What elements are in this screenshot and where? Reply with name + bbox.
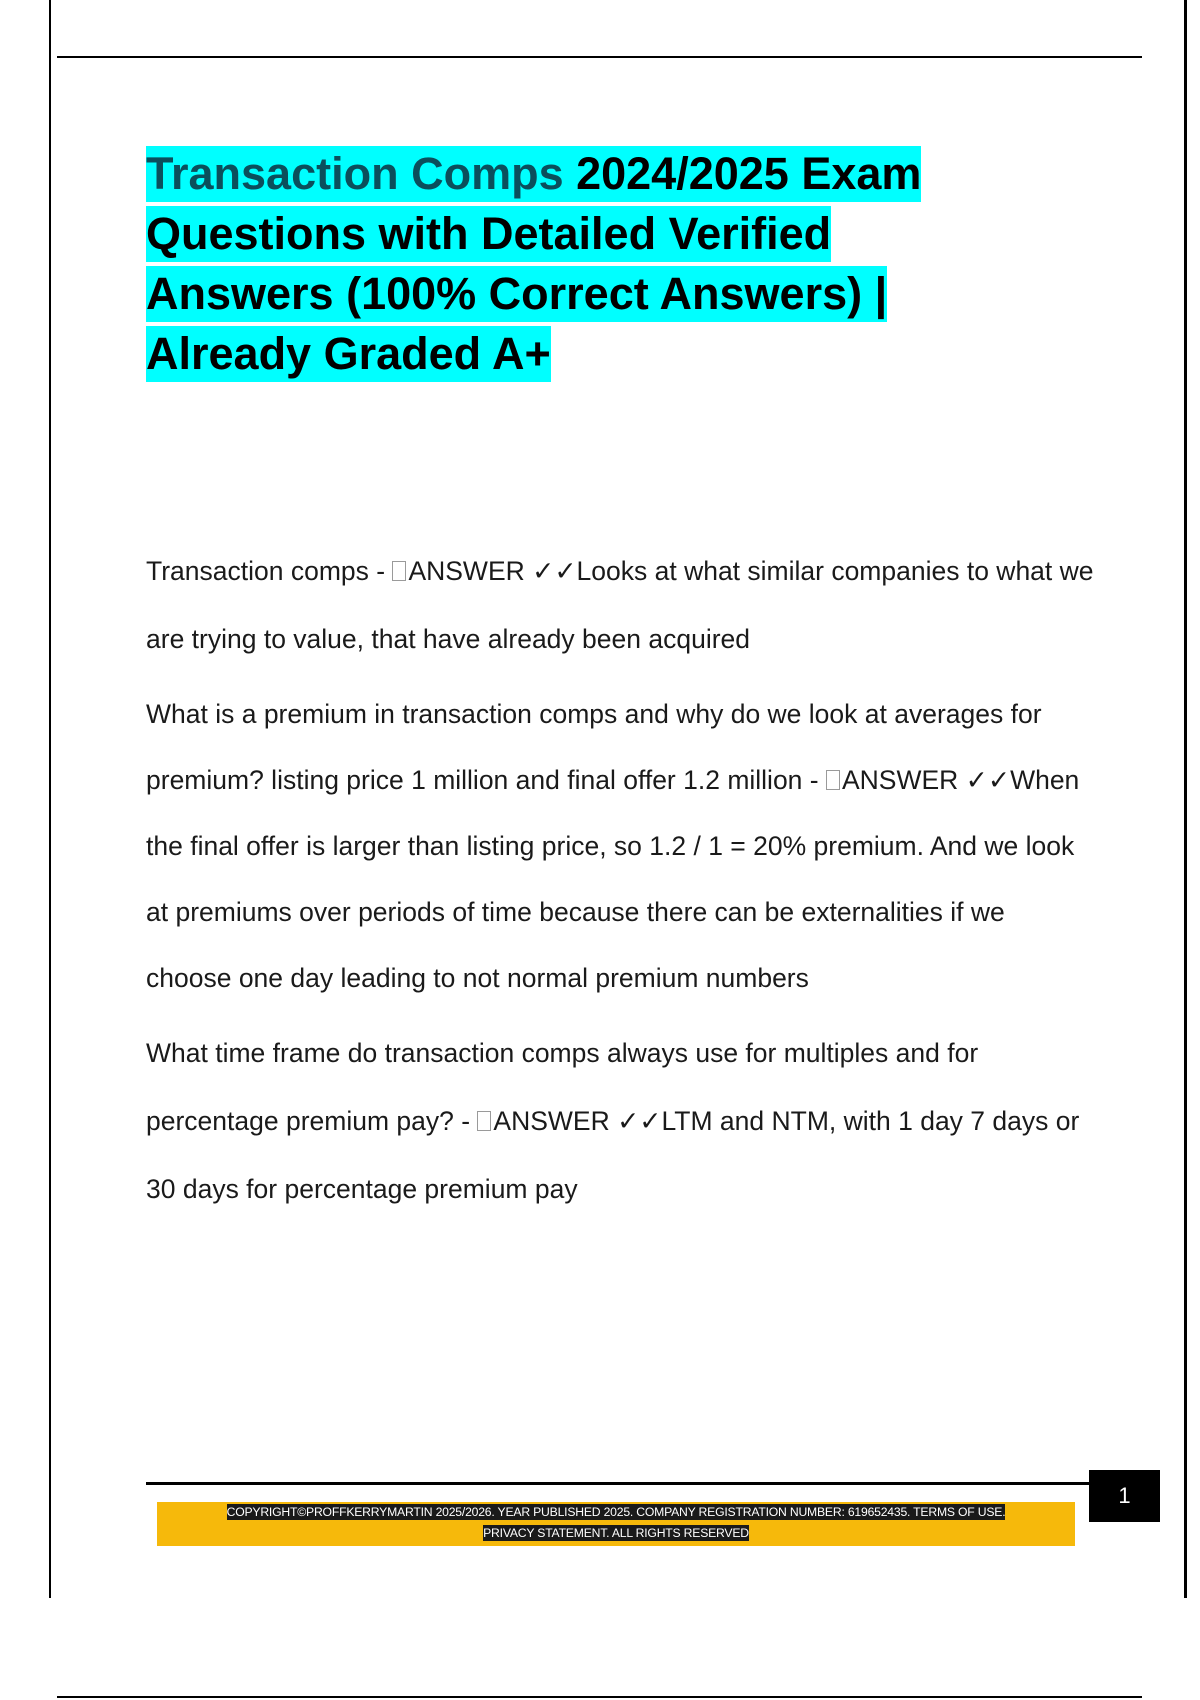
question-text: Transaction comps - [146,556,393,586]
header-rule [57,56,1142,58]
answer-label: ANSWER ✓✓ [841,765,1011,795]
copyright-notice [157,1502,1075,1546]
answer-text: When the final offer is larger than listing price, so 1.2 / 1 = 20% premium. And we look at premiums over periods of time because there can be externalities if we choose one day leading to not normal premium numbers [146,765,1080,993]
missing-glyph-icon [826,770,840,790]
page-border-left [49,0,51,1598]
answer-text: LTM and NTM, with 1 day 7 days or 30 days for percentage premium pay [146,1106,1080,1204]
title-first-words: Transaction Comps [146,148,564,199]
page-number: 1 [1089,1470,1160,1522]
missing-glyph-icon [392,561,406,581]
qa-item [146,537,1096,673]
copyright-line-2: PRIVACY STATEMENT. ALL RIGHTS RESERVED [483,1526,749,1540]
next-page-rule [57,1696,1142,1698]
qa-item [146,1019,1096,1223]
qa-list [146,537,1096,1231]
qa-item [146,681,1096,1011]
answer-label: ANSWER ✓✓ [408,556,577,586]
document-title [146,144,1006,384]
answer-label: ANSWER ✓✓ [493,1106,662,1136]
answer-text: Looks at what similar companies to what we are trying to value, that have already been acquired [146,556,1094,654]
footer-rule [146,1482,1089,1485]
question-text: What time frame do transaction comps always use for multiples and for percentage premium pay? - [146,1038,979,1136]
copyright-line-1: COPYRIGHT©PROFFKERRYMARTIN 2025/2026. YEAR PUBLISHED 2025. COMPANY REGISTRATION NUMBER: 619652435. TERMS OF USE. [226,1505,1006,1519]
missing-glyph-icon [477,1111,491,1131]
title-rest: 2024/2025 Exam Questions with Detailed Verified Answers (100% Correct Answers) | Already Graded A+ [146,148,922,379]
question-text: What is a premium in transaction comps and why do we look at averages for premium? listing price 1 million and final offer 1.2 million - [146,699,1042,795]
page-border-right [1184,0,1187,1598]
